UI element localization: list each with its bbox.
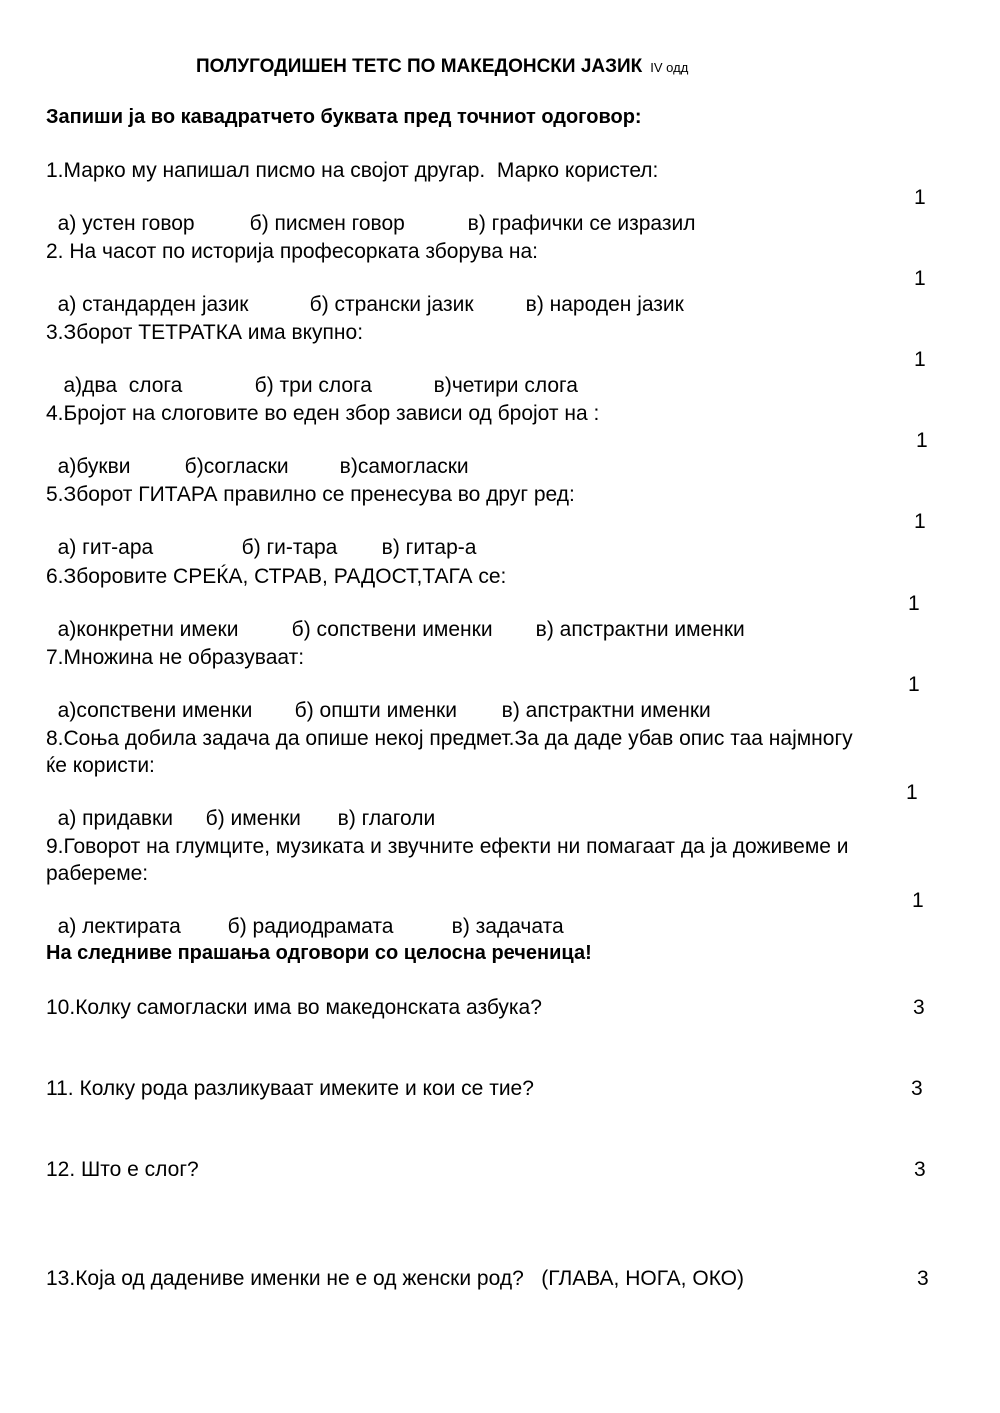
question-9-text-cont: рабереме: bbox=[46, 862, 149, 885]
question-4-option-c: в)самогласки bbox=[339, 455, 469, 478]
question-5-option-b: б) ги-тара bbox=[241, 536, 338, 559]
question-1-text: 1.Марко му напишал писмо на својот другар. Марко користел: bbox=[46, 159, 659, 182]
question-5-option-a: а) гит-ара bbox=[57, 536, 154, 559]
question-4-option-b: б)согласки bbox=[184, 455, 289, 478]
question-12-points: 3 bbox=[914, 1158, 926, 1181]
question-9-option-a: а) лектирата bbox=[57, 915, 181, 938]
question-8-options bbox=[46, 780, 435, 832]
question-9-option-b: б) радиодрамата bbox=[227, 915, 394, 938]
question-13-points: 3 bbox=[917, 1267, 929, 1290]
question-5-points: 1 bbox=[914, 510, 926, 533]
question-7-option-b: б) општи именки bbox=[294, 699, 457, 722]
question-2-option-c: в) народен јазик bbox=[525, 293, 684, 316]
question-8-text: 8.Соња добила задача да опише некој предмет.За да даде убав опис таа најмногу bbox=[46, 727, 853, 750]
question-3-points: 1 bbox=[914, 348, 926, 371]
question-10-text: 10.Колку самогласки има во македонската азбука? bbox=[46, 996, 542, 1019]
question-7-options bbox=[46, 672, 711, 724]
question-5-options bbox=[46, 509, 476, 561]
section2-instruction: На следниве прашања одговори со целосна реченица! bbox=[46, 942, 592, 964]
question-8-option-a: а) придавки bbox=[57, 807, 173, 830]
section1-instruction: Запиши ја во кавадратчето буквата пред точниот одоговор: bbox=[46, 106, 642, 128]
question-8-text-cont: ќе користи: bbox=[46, 754, 155, 777]
grade-label: IV одд bbox=[650, 60, 689, 75]
question-1-option-c: в) графички се изразил bbox=[467, 212, 696, 235]
question-1-points: 1 bbox=[914, 186, 926, 209]
question-4-option-a: а)букви bbox=[57, 455, 131, 478]
question-4-points: 1 bbox=[916, 429, 928, 452]
question-3-option-b: б) три слога bbox=[254, 374, 372, 397]
question-13-text: 13.Која од дадениве именки не е од женски род? (ГЛАВА, НОГА, ОКО) bbox=[46, 1267, 745, 1290]
question-3-option-a: а)два слога bbox=[57, 374, 183, 397]
question-2-option-a: а) стандарден јазик bbox=[57, 293, 249, 316]
question-2-text: 2. На часот по историја професорката зборува на: bbox=[46, 240, 538, 263]
question-1-option-a: а) устен говор bbox=[57, 212, 195, 235]
question-2-option-b: б) странски јазик bbox=[309, 293, 474, 316]
question-11-points: 3 bbox=[911, 1077, 923, 1100]
question-7-points: 1 bbox=[908, 673, 920, 696]
question-2-options bbox=[46, 266, 684, 318]
question-6-options bbox=[46, 591, 745, 643]
question-9-options bbox=[46, 888, 564, 940]
question-12-text: 12. Што е слог? bbox=[46, 1158, 199, 1181]
question-3-option-c: в)четири слога bbox=[433, 374, 578, 397]
question-7-option-c: в) апстрактни именки bbox=[501, 699, 711, 722]
title-text: ПОЛУГОДИШЕН ТЕТС ПО МАКЕДОНСКИ ЈАЗИК bbox=[196, 56, 643, 77]
question-10-points: 3 bbox=[913, 996, 925, 1019]
question-6-text: 6.Зборовите СРЕЌА, СТРАВ, РАДОСТ,ТАГА се: bbox=[46, 565, 507, 588]
question-4-text: 4.Бројот на слоговите во еден збор зависи од бројот на : bbox=[46, 402, 600, 425]
question-6-option-b: б) сопствени именки bbox=[291, 618, 493, 641]
question-3-options bbox=[46, 347, 578, 399]
question-1-options bbox=[46, 185, 695, 237]
question-2-points: 1 bbox=[914, 267, 926, 290]
question-7-option-a: а)сопствени именки bbox=[57, 699, 253, 722]
question-9-text: 9.Говорот на глумците, музиката и звучните ефекти ни помагаат да ја доживеме и bbox=[46, 835, 849, 858]
question-8-option-b: б) именки bbox=[205, 807, 301, 830]
question-4-options bbox=[46, 428, 469, 480]
question-6-points: 1 bbox=[908, 592, 920, 615]
question-8-option-c: в) глаголи bbox=[337, 807, 436, 830]
question-9-option-c: в) задачата bbox=[451, 915, 564, 938]
question-3-text: 3.Зборот ТЕТРАТКА има вкупно: bbox=[46, 321, 364, 344]
question-1-option-b: б) писмен говор bbox=[249, 212, 405, 235]
question-6-option-a: а)конкретни имеки bbox=[57, 618, 239, 641]
question-11-text: 11. Колку рода разликуваат имеките и кои се тие? bbox=[46, 1077, 534, 1100]
question-8-points: 1 bbox=[906, 781, 918, 804]
question-5-option-c: в) гитар-а bbox=[381, 536, 477, 559]
page-title bbox=[196, 56, 688, 78]
question-7-text: 7.Множина не образуваат: bbox=[46, 646, 305, 669]
question-6-option-c: в) апстрактни именки bbox=[535, 618, 745, 641]
question-5-text: 5.Зборот ГИТАРА правилно се пренесува во друг ред: bbox=[46, 483, 575, 506]
question-9-points: 1 bbox=[912, 889, 924, 912]
